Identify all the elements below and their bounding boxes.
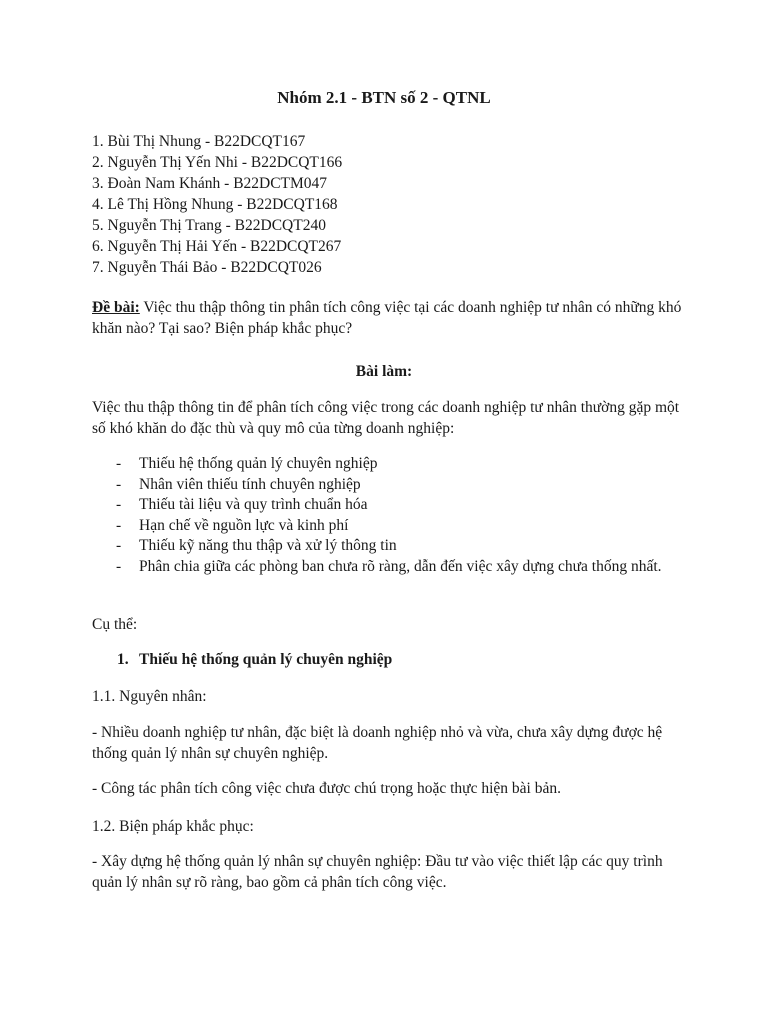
bullet-dash: -: [116, 455, 122, 472]
solution-heading: Bài làm:: [355, 363, 413, 380]
member-item: 6. Nguyễn Thị Hải Yến - B22DCQT267: [92, 238, 342, 255]
difficulty-text: Thiếu kỹ năng thu thập và xử lý thông tin: [139, 537, 397, 554]
difficulty-item: [92, 495, 682, 516]
member-item: 3. Đoàn Nam Khánh - B22DCTM047: [92, 175, 328, 192]
document-title: Nhóm 2.1 - BTN số 2 - QTNL: [277, 88, 491, 107]
cause-paragraph: - Nhiều doanh nghiệp tư nhân, đặc biệt là doanh nghiệp nhỏ và vừa, chưa xây dựng được hệ thống quản lý nhân sự chuyên nghiệp.: [92, 724, 663, 762]
intro-paragraph: Việc thu thập thông tin để phân tích công việc trong các doanh nghiệp tư nhân thường gặp một số khó khăn do đặc thù và quy mô của từng doanh nghiệp:: [92, 399, 680, 437]
member-item: 2. Nguyễn Thị Yến Nhi - B22DCQT166: [92, 154, 343, 171]
fix-paragraph: - Xây dựng hệ thống quản lý nhân sự chuyên nghiệp: Đầu tư vào việc thiết lập các quy trình quản lý nhân sự rõ ràng, bao gồm cả phân tích công việc.: [92, 853, 663, 891]
member-item: 4. Lê Thị Hồng Nhung - B22DCQT168: [92, 196, 338, 213]
fix-heading: 1.2. Biện pháp khắc phục:: [92, 818, 254, 835]
task-text: Việc thu thập thông tin phân tích công việc tại các doanh nghiệp tư nhân có những khó khăn nào? Tại sao? Biện pháp khắc phục?: [92, 299, 682, 337]
member-list: [92, 131, 342, 278]
bullet-dash: -: [116, 537, 122, 554]
member-item: 5. Nguyễn Thị Trang - B22DCQT240: [92, 217, 326, 234]
member-item: 1. Bùi Thị Nhung - B22DCQT167: [92, 133, 306, 150]
details-label: Cụ thể:: [92, 616, 138, 633]
cause-paragraph: - Công tác phân tích công việc chưa được chú trọng hoặc thực hiện bài bản.: [92, 780, 561, 797]
difficulty-list: [92, 454, 682, 577]
difficulty-text: Thiếu hệ thống quản lý chuyên nghiệp: [139, 455, 378, 472]
bullet-dash: -: [116, 475, 122, 493]
task-label: Đề bài:: [92, 299, 140, 316]
cause-heading: 1.1. Nguyên nhân:: [92, 688, 207, 705]
difficulty-item: [92, 454, 682, 475]
difficulty-item: [92, 536, 682, 557]
section-number: 1.: [117, 651, 129, 668]
difficulty-text: Phân chia giữa các phòng ban chưa rõ ràng, dẫn đến việc xây dựng chưa thống nhất.: [139, 557, 662, 575]
difficulty-text: Hạn chế về nguồn lực và kinh phí: [139, 516, 349, 534]
difficulty-text: Nhân viên thiếu tính chuyên nghiệp: [139, 475, 361, 493]
bullet-dash: -: [116, 516, 122, 534]
bullet-dash: -: [116, 557, 122, 575]
section-heading: [117, 650, 392, 671]
bullet-dash: -: [116, 496, 122, 513]
difficulty-text: Thiếu tài liệu và quy trình chuẩn hóa: [139, 496, 368, 513]
section-title: Thiếu hệ thống quản lý chuyên nghiệp: [139, 651, 393, 668]
task-statement: [92, 298, 682, 339]
difficulty-item: [92, 516, 682, 537]
difficulty-item: [92, 557, 682, 578]
difficulty-item: [92, 475, 682, 496]
member-item: 7. Nguyễn Thái Bảo - B22DCQT026: [92, 259, 322, 276]
